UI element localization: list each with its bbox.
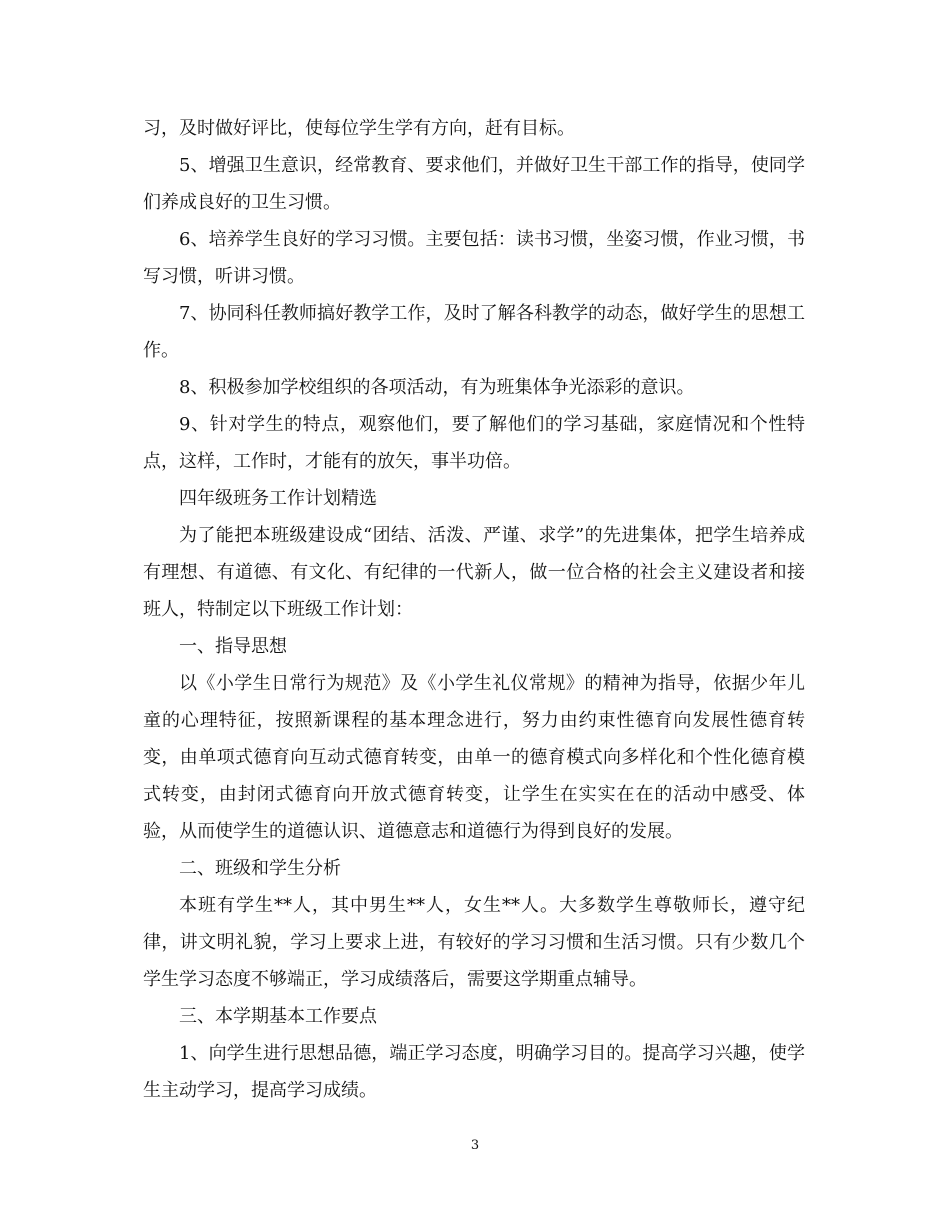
paragraph: 5、增强卫生意识，经常教育、要求他们，并做好卫生干部工作的指导，使同学们养成良好的卫生习惯。 [143, 155, 805, 213]
paragraph: 8、积极参加学校组织的各项活动，有为班集体争光添彩的意识。 [179, 377, 695, 398]
paragraph: 9、针对学生的特点，观察他们，要了解他们的学习基础，家庭情况和个性特点，这样，工作时，才能有的放矢，事半功倍。 [143, 414, 805, 472]
paragraph: 以《小学生日常行为规范》及《小学生礼仪常规》的精神为指导，依据少年儿童的心理特征，按照新课程的基本理念进行，努力由约束性德育向发展性德育转变，由单项式德育向互动式德育转变，由单一的德育模式向多样化和个性化德育模式转变，由封闭式德育向开放式德育转变，让学生在实实在在的活动中感受、体验，从而使学生的道德认识、道德意志和道德行为得到良好的发展。 [143, 673, 805, 842]
section-heading: 二、班级和学生分析 [179, 858, 341, 879]
paragraph: 本班有学生**人，其中男生**人，女生**人。大多数学生尊敬师长，遵守纪律，讲文明礼貌，学习上要求上进，有较好的学习习惯和生活习惯。只有少数几个学生学习态度不够端正，学习成绩落后，需要这学期重点辅导。 [143, 895, 805, 990]
paragraph: 7、协同科任教师搞好教学工作，及时了解各科教学的动态，做好学生的思想工作。 [143, 303, 805, 361]
section-heading: 四年级班务工作计划精选 [179, 488, 377, 509]
paragraph: 6、培养学生良好的学习习惯。主要包括：读书习惯，坐姿习惯，作业习惯，书写习惯，听讲习惯。 [143, 229, 805, 287]
paragraph: 1、向学生进行思想品德，端正学习态度，明确学习目的。提高学习兴趣，使学生主动学习，提高学习成绩。 [143, 1043, 805, 1101]
document-body [143, 110, 805, 1109]
page-number: 3 [470, 1138, 480, 1153]
paragraph: 为了能把本班级建设成“团结、活泼、严谨、求学”的先进集体，把学生培养成有理想、有道德、有文化、有纪律的一代新人，做一位合格的社会主义建设者和接班人，特制定以下班级工作计划： [143, 525, 805, 620]
section-heading: 一、指导思想 [179, 636, 287, 657]
section-heading: 三、本学期基本工作要点 [179, 1006, 377, 1027]
paragraph: 习，及时做好评比，使每位学生学有方向，赶有目标。 [143, 118, 575, 139]
